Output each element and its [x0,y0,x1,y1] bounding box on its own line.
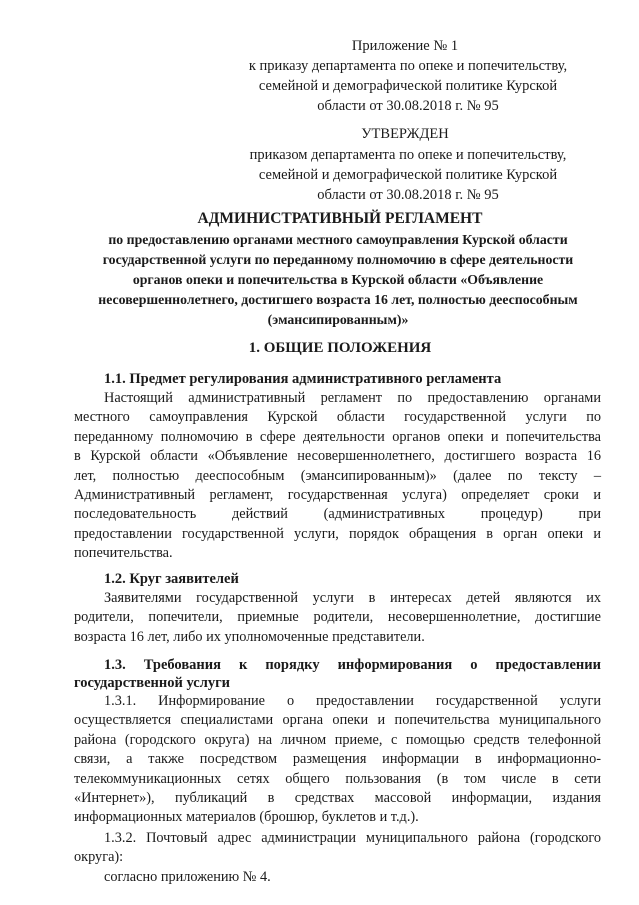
document-subtitle-line: государственной услуги по переданному полномочию в сфере деятельности [102,252,574,267]
subsection-heading-1-2: 1.2. Круг заявителей [104,571,239,587]
paragraph-1-3-1 [74,692,601,828]
text-line: переданному полномочию в сфере деятельности органов опеки и попечительства [74,428,601,445]
approved-line: приказом департамента по опеке и попечительству, [249,147,567,163]
document-title: АДМИНИСТРАТИВНЫЙ РЕГЛАМЕНТ [197,210,483,227]
text-line: «Интернет»), публикаций в средствах массовой информации, издания [74,790,601,807]
text-line: родители, попечители, приемные родители, несовершеннолетние, достигшие [74,609,601,626]
section-title: 1. ОБЩИЕ ПОЛОЖЕНИЯ [248,340,432,356]
appendix-line: семейной и демографической политике Курской [258,78,558,94]
text-line: информационных материалов (брошюр, буклетов и т.д.). [74,809,419,826]
document-subtitle-line: несовершеннолетнего, достигшего возраста 16 лет, полностью дееспособным [98,292,578,307]
appendix-line: области от 30.08.2018 г. № 95 [317,98,499,114]
text-line: последовательность действий (административных процедур) при [74,506,601,523]
paragraph-1-3-2 [74,829,601,868]
heading-line: 1.3. Требования к порядку информирования о предоставлении [104,657,601,673]
text-line: 1.3.2. Почтовый адрес администрации муниципального района (городского [104,830,601,846]
text-line: Заявителями государственной услуги в интересах детей являются их [104,590,601,606]
text-line: Административный регламент, государственная услуга) определяет сроки и [74,487,601,504]
text-line: осуществляется специалистами органа опеки и попечительства муниципального [74,712,601,729]
text-line: 1.3.1. Информирование о предоставлении государственной услуги [104,693,601,709]
appendix-title: Приложение № 1 [351,38,459,54]
appendix-line: к приказу департамента по опеке и попечительству, [248,58,568,74]
text-line: телекоммуникационных сетях общего пользования (в том числе в сети [74,770,601,787]
subsection-heading-1-3-cont: государственной услуги [74,675,231,691]
document-subtitle-line: (эмансипированным)» [267,312,409,327]
text-line: попечительства. [74,545,173,562]
text-line: Настоящий административный регламент по предоставлению органами [104,390,601,406]
text-line: возраста 16 лет, либо их уполномоченные представители. [74,628,425,645]
approved-line: области от 30.08.2018 г. № 95 [317,187,499,203]
text-line: в Курской области «Объявление несовершеннолетнего, достигшего возраста 16 [74,448,601,465]
text-line: округа): [74,849,124,866]
subsection-heading-1-3 [104,656,601,675]
approved-title: УТВЕРЖДЕН [361,126,449,142]
subsection-heading-1-1: 1.1. Предмет регулирования административного регламента [104,371,502,387]
text-line: связи, а также посредством размещения информации в информационно- [74,751,601,768]
paragraph-1-1 [74,389,601,564]
paragraph-1-2 [74,589,601,647]
text-line: района (городского округа) на личном приеме, с помощью средств телефонной [74,731,601,748]
text-line: местного самоуправления Курской области государственной услуги по [74,409,601,426]
text-line: предоставлении государственной услуги, порядок обращения в орган опеки и [74,525,601,542]
document-subtitle-line: органов опеки и попечительства в Курской области «Объявление [132,272,544,287]
document-subtitle-line: по предоставлению органами местного самоуправления Курской области [108,232,568,247]
approved-line: семейной и демографической политике Курской [258,167,558,183]
text-line: лет, полностью дееспособным (эмансипированным)» (далее по тексту – [74,467,601,484]
paragraph-1-3-2-value: согласно приложению № 4. [104,869,271,885]
